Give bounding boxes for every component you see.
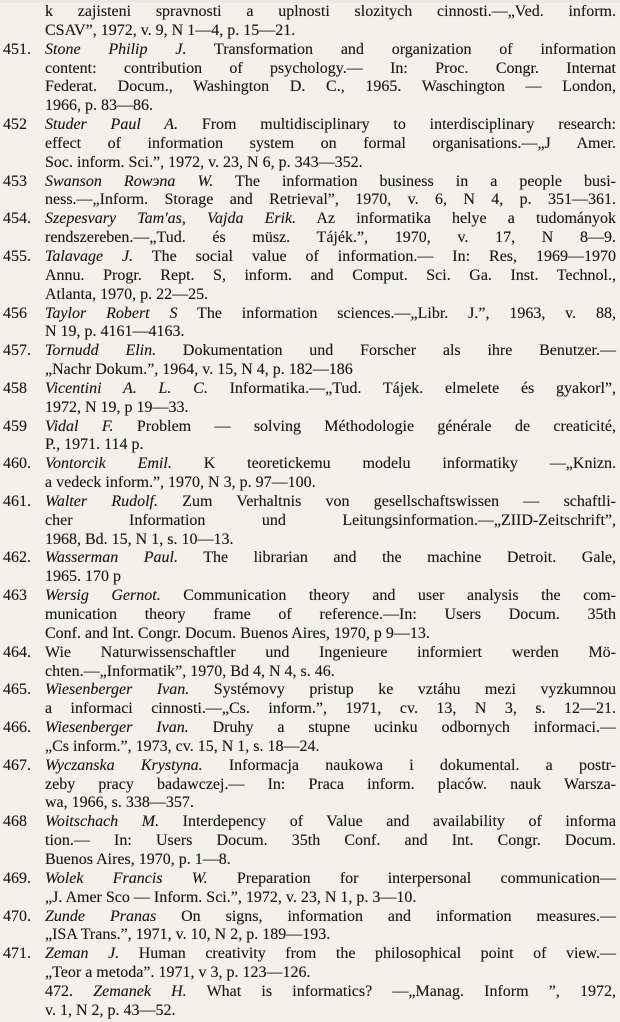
bibliography-entry <box>3 756 617 814</box>
entry-line: rendszereben.—„Tud. és müsz. Tájék.”, 1970, v. 17, N 8—9. <box>45 229 616 247</box>
entry-line: 463 Wersig Gernot. Communication theory and user analysis the com- <box>3 587 617 605</box>
entry-author: Wiesenberger Ivan. <box>45 681 190 699</box>
entry-number: 463 <box>3 587 27 605</box>
entry-author: Studer Paul A. <box>45 116 179 134</box>
bibliography-entry <box>3 643 616 682</box>
entry-line: 466. Wiesenberger Ivan. Druhy a stupne ucinku odbornych informaci.— <box>3 719 617 737</box>
entry-author: Wyczanska Krystyna. <box>45 756 203 774</box>
entry-author: Wersig Gernot. <box>45 587 161 605</box>
entry-line: 455. Talavage J. The social value of information.— In: Res, 1969—1970 <box>3 247 616 265</box>
entry-author: Stone Philip J. <box>45 40 187 58</box>
entry-number: 455. <box>3 247 31 265</box>
entry-line: zeby pracy badawczej.— In: Praca inform. placów. nauk Warsza- <box>45 775 616 793</box>
entry-line: N 19, p. 4161—4163. <box>45 323 185 341</box>
entry-line: P., 1971. 114 p. <box>45 436 144 454</box>
entry-line: 458 Vicentini A. L. C. Informatika.—„Tud. Tájek. elmelete és gyakorl”, <box>3 379 616 397</box>
entry-line: „ISA Trans.”, 1971, v. 10, N 2, p. 189—193. <box>45 926 331 944</box>
entry-line: 453 Swanson Rowэna W. The information business in a people busi- <box>3 172 617 190</box>
entry-line: „Cs inform.”, 1973, cv. 15, N 1, s. 18—24. <box>45 737 320 755</box>
entry-line: Federat. Docum., Washington D. C., 1965. Waschington — London, <box>45 78 616 96</box>
scanned-page <box>0 3 620 1022</box>
entry-line: a informaci cinnosti.—„Cs. inform.”, 1971, cv. 13, N 3, s. 12—21. <box>45 700 616 718</box>
bibliography-entry <box>3 492 617 550</box>
entry-number: 469. <box>3 869 31 887</box>
entry-line: 469. Wolek Francis W. Preparation for interpersonal communication— <box>3 869 616 887</box>
entry-author: Wolek Francis W. <box>45 869 208 887</box>
bibliography-entry <box>3 549 616 587</box>
entry-line: cher Information und Leitungsinformation.—„ZIID-Zeitschrift”, <box>45 511 616 529</box>
entry-line: 1966, p. 83—86. <box>45 97 153 115</box>
entry-line: chten.—„Informatik”, 1970, Bd 4, N 4, s. 46. <box>45 662 335 680</box>
entry-line: 462. Wasserman Paul. The librarian and the machine Detroit. Gale, <box>3 549 616 567</box>
entry-line: 472. Zemanek H. What is informatics? —„Manag. Inform ”, 1972, <box>45 982 617 1000</box>
entry-number: 470. <box>3 907 31 925</box>
entry-line: 456 Taylor Robert S The information sciences.—„Libr. J.”, 1963, v. 88, <box>3 304 617 322</box>
bibliography-entry <box>3 945 617 983</box>
entry-line: a vedeck inform.”, 1970, N 3, p. 97—100. <box>45 474 316 492</box>
entry-line: 468 Woitschach M. Interdepency of Value and availability of informa <box>3 813 617 831</box>
entry-line: 452 Studer Paul A. From multidisciplinary to interdisciplinary research: <box>3 116 616 134</box>
entry-author: Tornudd Elin. <box>45 342 157 360</box>
entry-author: Vicentini A. L. C. <box>45 379 208 397</box>
entry-line: effect of information system on formal organisations.—„J Amer. <box>45 134 616 152</box>
entry-line: 471. Zeman J. Human creativity from the philosophical point of view.— <box>3 945 617 963</box>
entry-number: 459 <box>3 417 27 435</box>
entry-line: 464. Wie Naturwissenschaftler und Ingenieure informiert werden Mö- <box>3 643 616 661</box>
entry-line: wa, 1966, s. 338—357. <box>45 794 194 812</box>
bibliography-entry <box>3 210 616 248</box>
entry-line: ness.—„Inform. Storage and Retrieval”, 1970, v. 6, N 4, p. 351—361. <box>45 191 616 209</box>
entry-line: Buenos Aires, 1970, p. 1—8. <box>45 850 231 868</box>
entry-line: Soc. inform. Sci.”, 1972, v. 23, N 6, p. 343—352. <box>45 153 363 171</box>
entry-author: Woitschach M. <box>45 813 160 831</box>
entry-line: k zajisteni spravnosti a uplnosti slozitych cinnosti.—„Ved. inform. <box>45 3 616 20</box>
entry-author: Zunde Pranas <box>45 907 157 925</box>
entry-author: Swanson Rowэna W. <box>45 172 214 190</box>
entry-number: 457. <box>3 342 31 360</box>
entry-number: 451. <box>3 40 31 58</box>
entry-line: Atlanta, 1970, p. 22—25. <box>45 285 209 303</box>
entry-line: „Nachr Dokum.”, 1964, v. 15, N 4, p. 182—186 <box>45 361 353 379</box>
entry-number: 460. <box>3 455 31 473</box>
entry-line: 451. Stone Philip J. Transformation and organization of information <box>3 40 616 58</box>
entry-author: Vidal F. <box>45 417 114 435</box>
entry-author: Vontorcik Emil. <box>45 455 172 473</box>
entry-line: 1968, Bd. 15, N 1, s. 10—13. <box>45 530 234 548</box>
bibliography-entry <box>45 983 616 1021</box>
entry-line: content: contribution of psychology.— In: Proc. Congr. Internat <box>45 59 616 77</box>
entry-line: tion.— In: Users Docum. 35th Conf. and Int. Congr. Docum. <box>45 832 616 850</box>
entry-line: v. 1, N 2, p. 43—52. <box>45 1001 176 1019</box>
entry-author: Zemanek H. <box>93 982 187 1000</box>
bibliography-entry <box>3 907 616 946</box>
entry-author: Szepesvary Tam'as, Vajda Erik. <box>45 210 297 228</box>
bibliography-entry <box>3 455 616 493</box>
entry-author: Talavage J. <box>45 247 134 265</box>
entry-line: Conf. and Int. Congr. Docum. Buenos Aires, 1970, p 9—13. <box>45 624 430 642</box>
bibliography-list <box>3 3 617 1021</box>
entry-number: 465. <box>3 681 31 699</box>
entry-number: 454. <box>3 210 31 228</box>
entry-line: 467. Wyczanska Krystyna. Informacja naukowa i dokumental. a postr- <box>3 756 617 774</box>
entry-line: 459 Vidal F. Problem — solving Méthodologie générale de creaticité, <box>3 417 617 435</box>
entry-line: Annu. Progr. Rept. S, inform. and Comput. Sci. Ga. Inst. Technol., <box>45 266 616 284</box>
entry-number: 452 <box>3 116 27 134</box>
entry-number: 466. <box>3 719 31 737</box>
entry-number: 453 <box>3 172 27 190</box>
bibliography-entry <box>3 587 617 644</box>
entry-number: 461. <box>3 492 31 510</box>
entry-author: Wasserman Paul. <box>45 549 178 567</box>
bibliography-entry <box>3 379 616 418</box>
entry-line: 461. Walter Rudolf. Zum Verhaltnis von gesellschaftswissen — schaftli- <box>3 492 617 510</box>
bibliography-entry <box>3 719 617 757</box>
bibliography-entry <box>3 172 617 211</box>
entry-line: 457. Tornudd Elin. Dokumentation und Forscher als ihre Benutzer.— <box>3 342 616 360</box>
entry-author: Zeman J. <box>45 945 120 963</box>
bibliography-entry <box>3 813 617 870</box>
bibliography-entry <box>3 342 616 380</box>
entry-number: 464. <box>3 643 31 661</box>
bibliography-entry <box>3 681 617 719</box>
entry-number: 471. <box>3 945 31 963</box>
bibliography-entry <box>3 869 616 908</box>
entry-line: CSAV”, 1972, v. 9, N 1—4, p. 15—21. <box>45 21 296 39</box>
entry-author: Taylor Robert S <box>45 304 178 322</box>
entry-line: „Teor a metoda”. 1971, v 3, p. 123—126. <box>45 964 311 982</box>
entry-author: Wiesenberger Ivan. <box>45 719 189 737</box>
bibliography-entry <box>3 116 616 173</box>
entry-line: 454. Szepesvary Tam'as, Vajda Erik. Az informatika helye a tudományok <box>3 210 616 228</box>
bibliography-entry <box>45 3 616 41</box>
bibliography-entry <box>3 40 616 116</box>
entry-line: 1965. 170 p <box>45 568 121 586</box>
entry-number: 468 <box>3 813 27 831</box>
entry-author: Walter Rudolf. <box>45 492 158 510</box>
bibliography-entry <box>3 417 617 456</box>
entry-line: munication theory frame of reference.—In: Users Docum. 35th <box>45 606 616 623</box>
entry-number: 458 <box>3 379 27 397</box>
bibliography-entry <box>3 304 617 343</box>
entry-line: 465. Wiesenberger Ivan. Systémovy pristup ke vztáhu mezi vyzkumnou <box>3 681 617 699</box>
entry-line: „J. Amer Sco — Inform. Sci.”, 1972, v. 23, N 1, p. 3—10. <box>45 888 417 906</box>
bibliography-entry <box>3 247 616 305</box>
entry-number: 467. <box>3 756 31 774</box>
entry-line: 470. Zunde Pranas On signs, information and information measures.— <box>3 907 616 925</box>
entry-line: 460. Vontorcik Emil. K teoretickemu modelu informatiky —„Knizn. <box>3 455 616 473</box>
entry-number: 462. <box>3 549 31 567</box>
entry-line: 1972, N 19, p 19—33. <box>45 398 189 416</box>
entry-number: 456 <box>3 304 27 322</box>
